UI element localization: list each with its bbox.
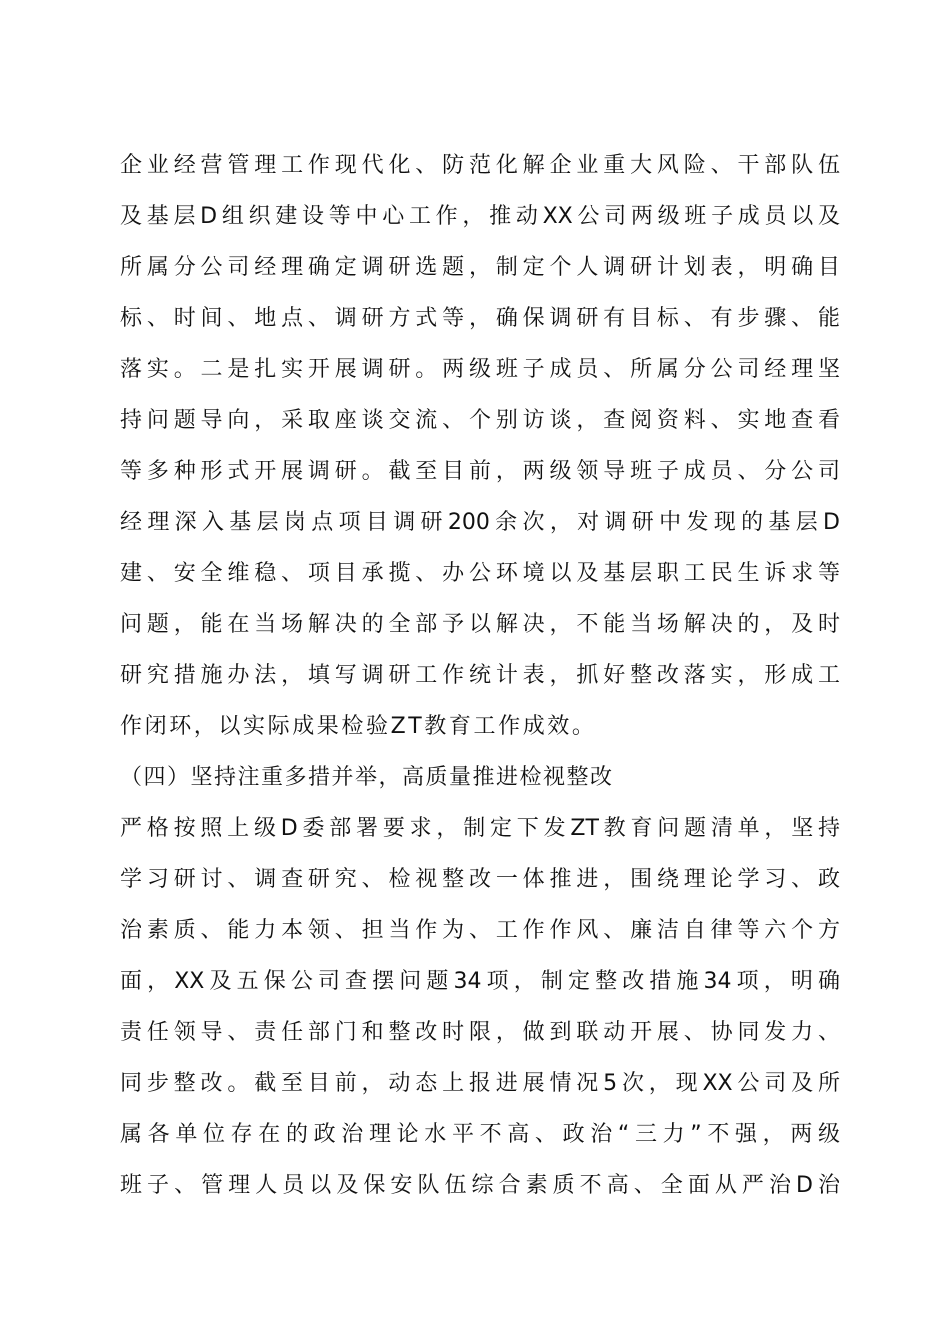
text-line: 治素质、能力本领、担当作为、工作作风、廉洁自律等六个方: [120, 918, 840, 943]
text-line: 等多种形式开展调研。截至目前，两级领导班子成员、分公司: [120, 459, 840, 484]
text-line: 建、安全维稳、项目承揽、办公环境以及基层职工民生诉求等: [120, 561, 840, 586]
document-page: [120, 140, 840, 1211]
text-line: 持问题导向，采取座谈交流、个别访谈，查阅资料、实地查看: [120, 408, 840, 433]
text-line: 所属分公司经理确定调研选题，制定个人调研计划表，明确目: [120, 255, 840, 280]
paragraph-1: [120, 140, 840, 752]
text-line: 属各单位存在的政治理论水平不高、政治“三力”不强，两级: [120, 1122, 840, 1147]
text-line: 作闭环，以实际成果检验ZT教育工作成效。: [120, 714, 597, 739]
text-line: 严格按照上级D委部署要求，制定下发ZT教育问题清单，坚持: [120, 816, 840, 841]
text-line: 问题，能在当场解决的全部予以解决，不能当场解决的，及时: [120, 612, 840, 637]
text-line: 责任领导、责任部门和整改时限，做到联动开展、协同发力、: [120, 1020, 840, 1045]
text-line: 经理深入基层岗点项目调研200余次，对调研中发现的基层D: [120, 510, 840, 535]
paragraph-2: [120, 803, 840, 1211]
text-line: 及基层D组织建设等中心工作，推动XX公司两级班子成员以及: [120, 204, 840, 229]
text-line: 班子、管理人员以及保安队伍综合素质不高、全面从严治D治: [120, 1173, 840, 1198]
text-line: 标、时间、地点、调研方式等，确保调研有目标、有步骤、能: [120, 306, 840, 331]
section-heading: （四）坚持注重多措并举，高质量推进检视整改: [120, 765, 614, 790]
text-line: 学习研讨、调查研究、检视整改一体推进，围绕理论学习、政: [120, 867, 840, 892]
text-line: 面，XX及五保公司查摆问题34项，制定整改措施34项，明确: [120, 969, 840, 994]
text-line: 研究措施办法，填写调研工作统计表，抓好整改落实，形成工: [120, 663, 840, 688]
text-line: 同步整改。截至目前，动态上报进展情况5次，现XX公司及所: [120, 1071, 840, 1096]
text-line: 落实。二是扎实开展调研。两级班子成员、所属分公司经理坚: [120, 357, 840, 382]
text-line: 企业经营管理工作现代化、防范化解企业重大风险、干部队伍: [120, 153, 840, 178]
